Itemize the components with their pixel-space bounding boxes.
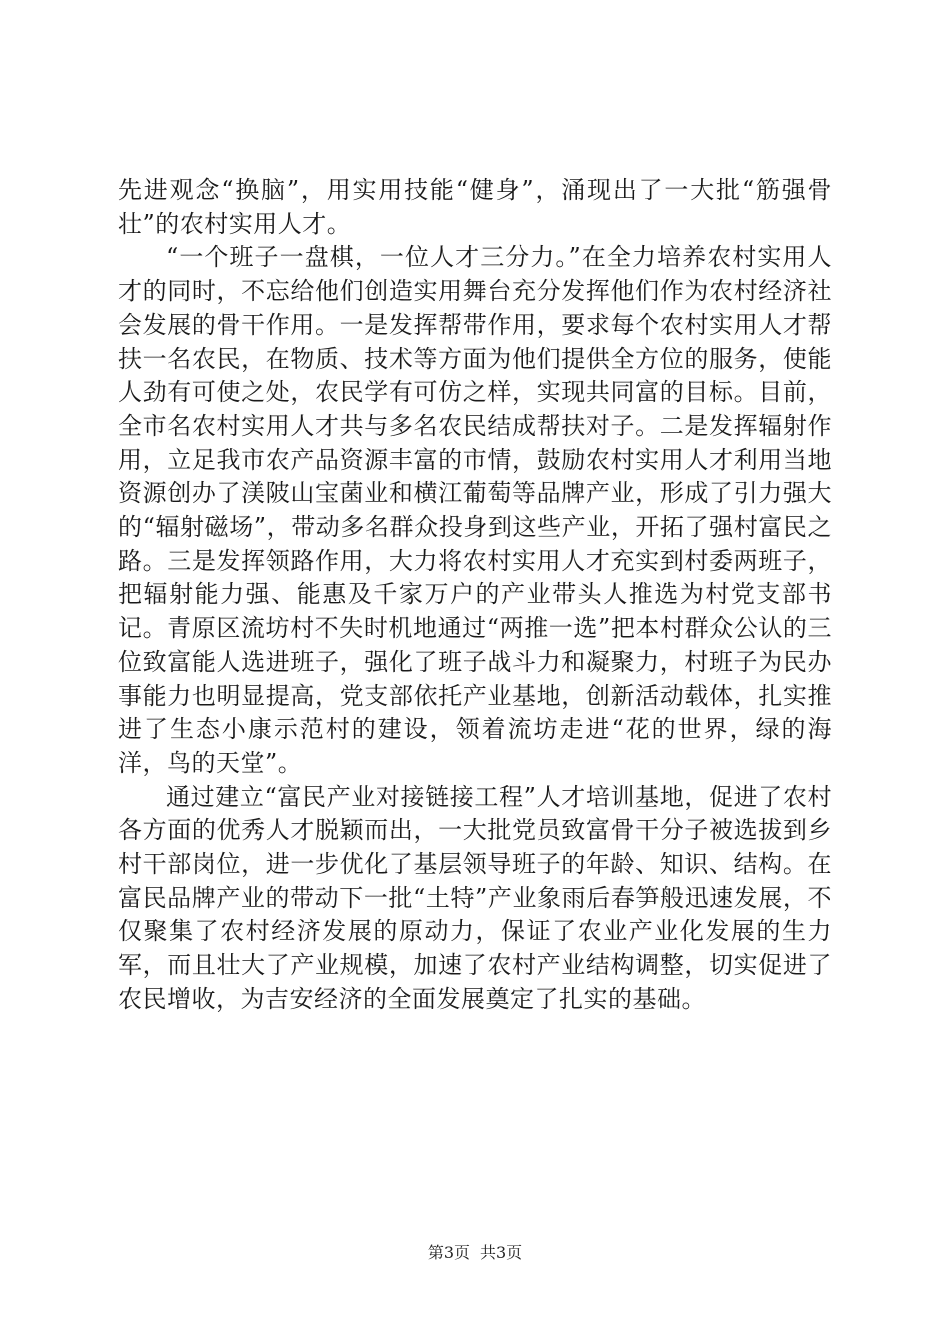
page-number: 第3页 [427,1243,470,1262]
page-total: 共3页 [480,1243,523,1262]
paragraph-3: 通过建立“富民产业对接链接工程”人才培训基地，促进了农村各方面的优秀人才脱颖而出，一大批党员致富骨干分子被选拔到乡村干部岗位，进一步优化了基层领导班子的年龄、知识、结构。在富民品牌产业的带动下一批“土特”产业象雨后春笋般迅速发展，不仅聚集了农村经济发展的原动力，保证了农业产业化发展的生力军，而且壮大了产业规模，加速了农村产业结构调整，切实促进了农民增收，为吉安经济的全面发展奠定了扎实的基础。 [118,782,832,1013]
paragraph-2: “一个班子一盘棋，一位人才三分力。”在全力培养农村实用人才的同时，不忘给他们创造实用舞台充分发挥他们作为农村经济社会发展的骨干作用。一是发挥帮带作用，要求每个农村实用人才帮扶一名农民，在物质、技术等方面为他们提供全方位的服务，使能人劲有可使之处，农民学有可仿之样，实现共同富的目标。目前，全市名农村实用人才共与多名农民结成帮扶对子。二是发挥辐射作用，立足我市农产品资源丰富的市情，鼓励农村实用人才利用当地资源创办了渼陂山宝菌业和横江葡萄等品牌产业，形成了引力强大的“辐射磁场”，带动多名群众投身到这些产业，开拓了强村富民之路。三是发挥领路作用，大力将农村实用人才充实到村委两班子，把辐射能力强、能惠及千家万户的产业带头人推选为村党支部书记。青原区流坊村不失时机地通过“两推一选”把本村群众公认的三位致富能人选进班子，强化了班子战斗力和凝聚力，村班子为民办事能力也明显提高，党支部依托产业基地，创新活动载体，扎实推进了生态小康示范村的建设，领着流坊走进“花的世界，绿的海洋，鸟的天堂”。 [118,243,832,777]
page-footer [0,1243,950,1263]
paragraph-1: 先进观念“换脑”，用实用技能“健身”，涌现出了一大批“筋强骨壮”的农村实用人才。 [118,176,832,238]
document-body [118,174,832,1017]
